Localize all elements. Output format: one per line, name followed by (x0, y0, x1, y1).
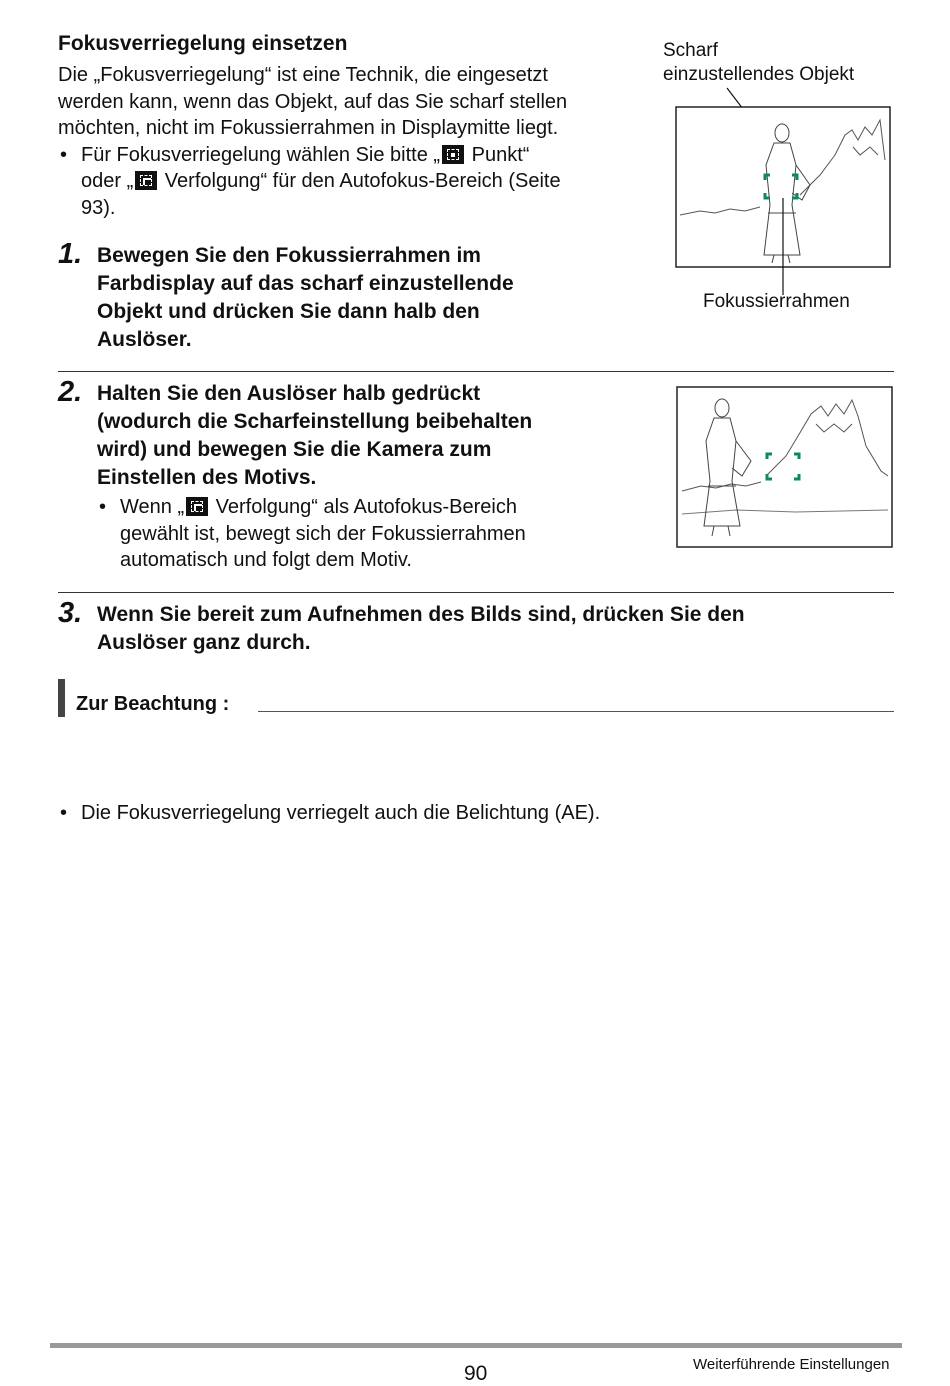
section-heading: Fokusverriegelung einsetzen (58, 32, 348, 55)
step-1-text (97, 242, 514, 354)
step-line: Objekt und drücken Sie dann halb den (97, 300, 480, 323)
step-line: Halten Sie den Auslöser halb gedrückt (97, 382, 481, 405)
step-2-text (97, 380, 532, 492)
caption-line: einzustellendes Objekt (663, 64, 855, 85)
bullet-text: automatisch und folgt dem Motiv. (120, 549, 412, 571)
step-3-text (97, 601, 745, 657)
note-bullet (58, 802, 950, 825)
note-title: Zur Beachtung : (76, 693, 230, 715)
bullet-focus-lock (58, 142, 633, 222)
bullet-text: oder „ (81, 170, 134, 192)
step-1-number: 1. (58, 238, 83, 270)
step-line: Bewegen Sie den Fokussierrahmen im (97, 244, 481, 267)
caption-line: Scharf (663, 40, 718, 61)
intro-line: möchten, nicht im Fokussierrahmen in Displaymitte liegt. (58, 117, 559, 139)
step-line: Auslöser. (97, 328, 192, 351)
af-point-icon (442, 145, 464, 164)
divider (58, 371, 894, 372)
figure1-label-frame: Fokussierrahmen (703, 291, 850, 312)
step-line: wird) und bewegen Sie die Kamera zum (97, 438, 492, 461)
intro-line: Die „Fokusverriegelung“ ist eine Technik, die eingesetzt (58, 64, 548, 86)
divider (58, 592, 894, 593)
bullet-text: 93). (81, 196, 116, 219)
note-marker (58, 679, 65, 717)
bullet-text: Wenn „ (120, 496, 185, 518)
figure1-illustration (660, 85, 900, 295)
step-2-bullet (97, 494, 630, 574)
af-tracking-icon (135, 171, 157, 190)
page-number: 90 (464, 1362, 488, 1385)
note-text: Die Fokusverriegelung verriegelt auch die Belichtung (AE). (81, 801, 601, 824)
note-divider (258, 711, 894, 712)
step-2-number: 2. (58, 376, 83, 408)
step-line: Farbdisplay auf das scharf einzustellende (97, 272, 514, 295)
bullet-text: Punkt“ (466, 143, 530, 166)
step-3-number: 3. (58, 597, 83, 629)
bullet-text: Verfolgung“ für den Autofokus-Bereich (Seite (159, 170, 561, 192)
footer-section: Weiterführende Einstellungen (693, 1356, 890, 1373)
footer-rule (50, 1343, 902, 1348)
step-line: Wenn Sie bereit zum Aufnehmen des Bilds sind, drücken Sie den (97, 603, 745, 626)
intro-line: werden kann, wenn das Objekt, auf das Sie scharf stellen (58, 90, 568, 113)
bullet-text: gewählt ist, bewegt sich der Fokussierrahmen (120, 522, 526, 545)
intro-text (58, 62, 633, 221)
bullet-text: Verfolgung“ als Autofokus-Bereich (210, 496, 517, 518)
step-line: Einstellen des Motivs. (97, 466, 317, 489)
af-tracking-icon (186, 497, 208, 516)
step-line: (wodurch die Scharfeinstellung beibehalten (97, 410, 533, 433)
figure1-label-subject (663, 39, 854, 87)
figure2-illustration (676, 386, 894, 550)
step-line: Auslöser ganz durch. (97, 631, 311, 654)
bullet-text: Für Fokusverriegelung wählen Sie bitte „ (81, 143, 441, 166)
